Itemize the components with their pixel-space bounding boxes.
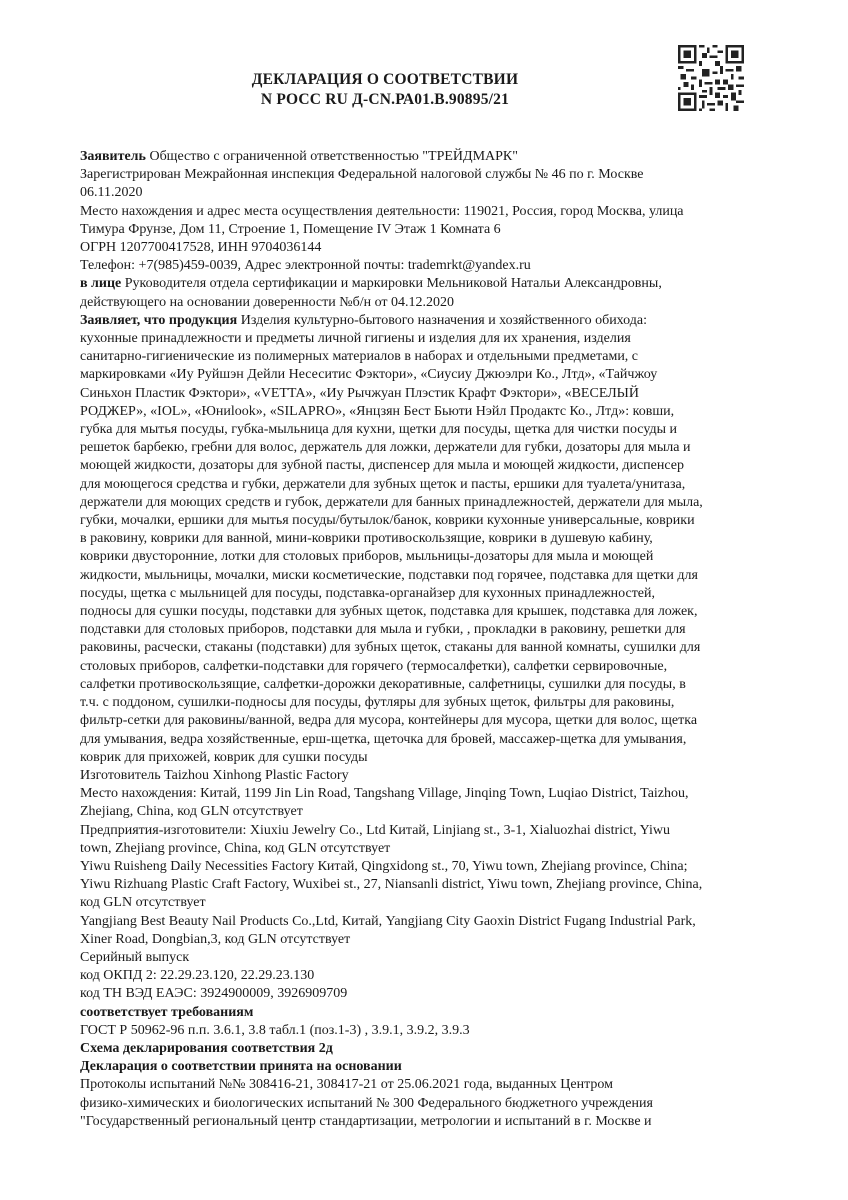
title-line-1: ДЕКЛАРАЦИЯ О СООТВЕТСТВИИ — [251, 71, 519, 88]
tnved-code: код ТН ВЭД ЕАЭС: 3924900009, 3926909709 — [80, 986, 348, 1002]
basis-line-3: "Государственный региональный центр стандартизации, метрологии и испытаний в г. Москве и — [80, 1113, 652, 1129]
product-line: кухонные принадлежности и предметы личной гигиены и изделия для их хранения, изделия — [80, 331, 631, 347]
contact-line: Телефон: +7(985)459-0039, Адрес электронной почты: trademrkt@yandex.ru — [80, 258, 531, 274]
address-line-1: Место нахождения и адрес места осуществления деятельности: 119021, Россия, город Москва, улица — [80, 203, 684, 219]
product-line: посуды, щетка с мыльницей для посуды, подставка-органайзер для кухонных принадлежностей, — [80, 585, 656, 601]
product-line: фильтр-сетки для раковины/ванной, ведра для мусора, контейнеры для мусора, щетки для волос, щетка — [80, 713, 698, 729]
plants-line-2: town, Zhejiang province, China, код GLN отсутствует — [80, 840, 391, 856]
product-line: т.ч. с поддоном, сушилки-подносы для посуды, футляры для зубных щеток, фильтры для раковины, — [80, 695, 675, 711]
product-line: маркировками «Иу Руйшэн Дейли Несеситис Фэктори», «Сиусиу Джюэлри Ко., Лтд», «Тайчжоу — [80, 367, 658, 383]
qr-code-icon — [678, 45, 744, 111]
serial-production: Серийный выпуск — [80, 949, 190, 965]
product-line: раковины, расчески, стаканы (подставки) для зубных щеток, стаканы для ванной комнаты, сушилки для — [80, 640, 701, 656]
plant-3-line-1: Yiwu Rizhuang Plastic Craft Factory, Wuxibei st., 27, Niansanli district, Yiwu town, Zhejiang province, China, — [80, 877, 703, 893]
product-line: салфетки противоскользящие, салфетки-дорожки декоративные, салфетницы, сушилки для посуды, в — [80, 676, 686, 692]
product-line: губка для мытья посуды, губка-мыльница для кухни, щетки для посуды, щетка для чистки посуды и — [80, 422, 677, 438]
applicant-name: Общество с ограниченной ответственностью "ТРЕЙДМАРК" — [149, 149, 518, 164]
okpd-code: код ОКПД 2: 22.29.23.120, 22.29.23.130 — [80, 968, 315, 984]
registration-date: 06.11.2020 — [80, 185, 143, 201]
document-title — [170, 70, 600, 110]
applicant-label: Заявитель — [80, 149, 146, 164]
declaration-scheme: Схема декларирования соответствия 2д — [80, 1040, 333, 1056]
manufacturer-name: Изготовитель Taizhou Xinhong Plastic Factory — [80, 767, 349, 783]
plant-4-line-2: Xiner Road, Dongbian,3, код GLN отсутствует — [80, 931, 351, 947]
applicant-line — [80, 148, 780, 166]
product-line: губки, мочалки, ершики для мытья посуды/бутылок/банок, коврики кухонные универсальные, коврики — [80, 513, 695, 529]
product-line: держатели для моющих средств и губок, держатели для банных принадлежностей, держатели для мыла, — [80, 494, 703, 510]
product-line: для моющегося средства и губки, держатели для зубных щеток и пасты, ершики для туалета/унитаза, — [80, 476, 686, 492]
gost-reference: ГОСТ Р 50962-96 п.п. 3.6.1, 3.8 табл.1 (поз.1-3) , 3.9.1, 3.9.2, 3.9.3 — [80, 1022, 470, 1038]
declaration-body — [80, 148, 780, 1131]
plant-4-line-1: Yangjiang Best Beauty Nail Products Co.,Ltd, Китай, Yangjiang City Gaoxin District Fugang Industrial Park, — [80, 913, 696, 929]
representative-line — [80, 275, 780, 293]
product-line: санитарно-гигиенические из полимерных материалов в наборах и отдельными предметами, с — [80, 349, 639, 365]
representative-label: в лице — [80, 276, 122, 292]
product-line: РОДЖЕР», «IOL», «Юниlook», «SILAPRO», «Янцзян Бест Бьюти Нэйл Продактс Ко., Лтд»: ковши, — [80, 403, 675, 419]
manufacturer-location-1: Место нахождения: Китай, 1199 Jin Lin Road, Tangshang Village, Jinqing Town, Luqiao District, Taizhou, — [80, 786, 689, 802]
basis-line-1: Протоколы испытаний №№ 308416-21, 308417-21 от 25.06.2021 года, выданных Центром — [80, 1077, 613, 1093]
representative-basis: действующего на основании доверенности №б/н от 04.12.2020 — [80, 294, 455, 310]
product-text-0: Изделия культурно-бытового назначения и хозяйственного обихода: — [240, 312, 647, 328]
plant-3-line-2: код GLN отсутствует — [80, 895, 206, 911]
basis-label: Декларация о соответствии принята на основании — [80, 1059, 402, 1075]
address-line-2: Тимура Фрунзе, Дом 11, Строение 1, Помещение IV Этаж 1 Комната 6 — [80, 221, 501, 237]
product-line: подносы для сушки посуды, подставки для зубных щеток, подставка для крышек, подставка для ложек, — [80, 604, 698, 620]
product-label: Заявляет, что продукция — [80, 312, 238, 328]
manufacturer-location-2: Zhejiang, China, код GLN отсутствует — [80, 804, 303, 820]
product-line: столовых приборов, салфетки-подставки для горячего (термосалфетки), салфетки сервировочные, — [80, 658, 668, 674]
product-line: коврики двусторонние, лотки для столовых приборов, мыльницы-дозаторы для мыла и моющей — [80, 549, 654, 565]
product-line: коврик для прихожей, коврик для сушки посуды — [80, 749, 368, 765]
product-line: моющей жидкости, дозаторы для зубной пасты, диспенсер для мыла и моющей жидкости, диспенсер — [80, 458, 684, 474]
basis-line-2: физико-химических и биологических испытаний № 300 Федерального бюджетного учреждения — [80, 1095, 653, 1111]
ogrn-inn: ОГРН 1207700417528, ИНН 9704036144 — [80, 240, 322, 256]
product-line-0 — [80, 312, 780, 330]
plants-line-1: Предприятия-изготовители: Xiuxiu Jewelry Co., Ltd Китай, Linjiang st., 3-1, Xialuozhai district, Yiwu — [80, 822, 670, 838]
representative-text: Руководителя отдела сертификации и маркировки Мельниковой Натальи Александровны, — [124, 276, 662, 292]
compliance-label: соответствует требованиям — [80, 1004, 254, 1020]
registration-line: Зарегистрирован Межрайонная инспекция Федеральной налоговой службы № 46 по г. Москве — [80, 167, 644, 183]
product-line: в раковину, коврики для ванной, мини-коврики противоскользящие, коврики в душевую кабину, — [80, 531, 653, 547]
product-line: жидкости, мыльницы, мочалки, миски косметические, подставки под горячее, подставка для щетки для — [80, 567, 698, 583]
plant-2: Yiwu Ruisheng Daily Necessities Factory Китай, Qingxidong st., 70, Yiwu town, Zhejiang province, China; — [80, 858, 688, 874]
product-line: подставки для столовых приборов, подставки для мыла и губки, , прокладки в раковину, решетки для — [80, 622, 686, 638]
product-line: Синьхон Пластик Фэктори», «VETTA», «Иу Рычжуан Плэстик Крафт Фэктори», «ВЕСЕЛЫЙ — [80, 385, 640, 401]
product-line: для умывания, ведра хозяйственные, ерш-щетка, щеточка для бровей, массажер-щетка для умывания, — [80, 731, 687, 747]
title-line-2: N РОСС RU Д-CN.РА01.В.90895/21 — [260, 91, 510, 108]
product-line: решеток барбекю, гребни для волос, держатель для ложки, держатели для губки, дозаторы для мыла и — [80, 440, 691, 456]
